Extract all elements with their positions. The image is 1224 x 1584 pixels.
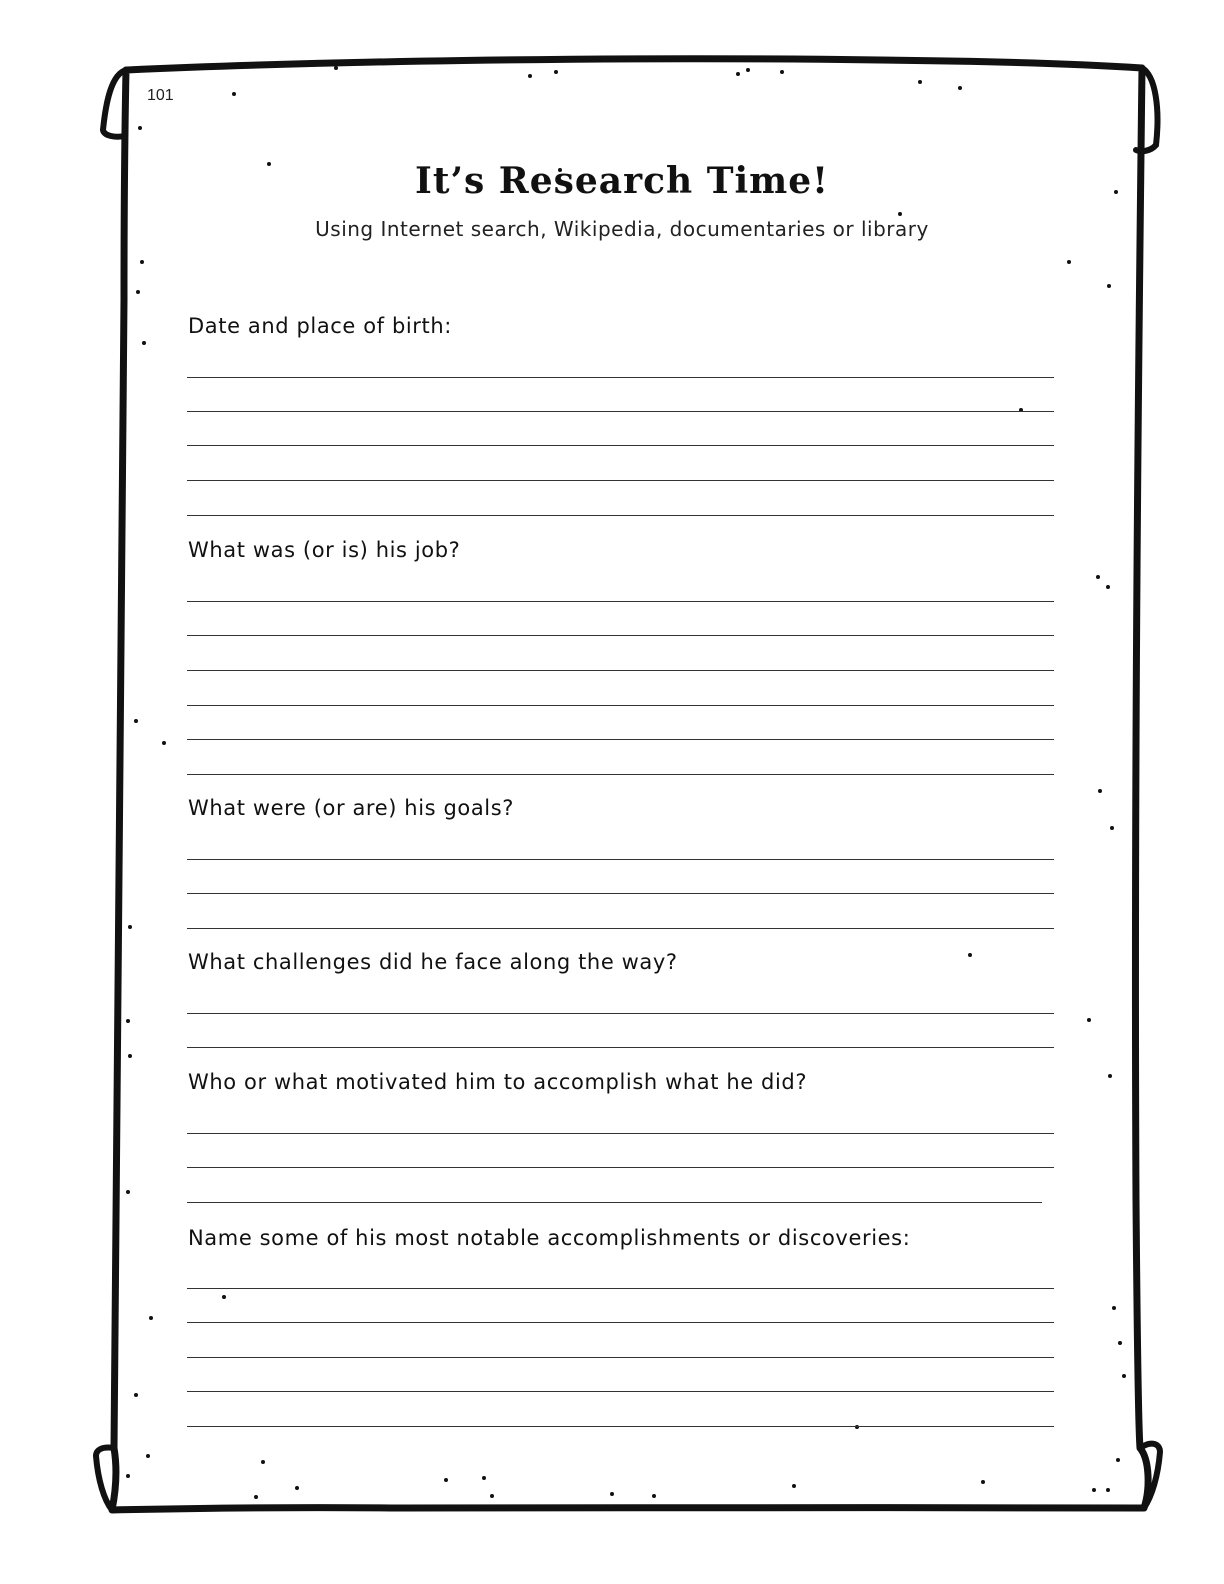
answer-line[interactable] [187, 1288, 1054, 1289]
answer-line[interactable] [187, 1322, 1054, 1323]
answer-line[interactable] [187, 1202, 1042, 1203]
answer-line[interactable] [187, 1013, 1054, 1014]
question-goals-label: What were (or are) his goals? [188, 796, 515, 820]
question-challenges-label: What challenges did he face along the way? [188, 950, 678, 974]
question-job-label: What was (or is) his job? [188, 538, 461, 562]
answer-line[interactable] [187, 893, 1054, 894]
frame-border [112, 59, 1148, 1510]
question-birth-label: Date and place of birth: [188, 314, 452, 338]
answer-line[interactable] [187, 1047, 1054, 1048]
answer-line[interactable] [187, 601, 1054, 602]
answer-line[interactable] [187, 859, 1054, 860]
answer-line[interactable] [187, 739, 1054, 740]
question-motivation-label: Who or what motivated him to accomplish what he did? [188, 1070, 808, 1094]
answer-line[interactable] [187, 670, 1054, 671]
page-number: 101 [147, 87, 174, 104]
page-subtitle: Using Internet search, Wikipedia, documentaries or library [315, 217, 929, 241]
page-title: It’s Research Time! [415, 160, 829, 202]
answer-line[interactable] [187, 377, 1054, 378]
answer-line[interactable] [187, 480, 1054, 481]
answer-line[interactable] [187, 1426, 1054, 1427]
answer-line[interactable] [187, 1357, 1054, 1358]
answer-line[interactable] [187, 1133, 1054, 1134]
speckle-dots [126, 66, 1126, 1499]
answer-line[interactable] [187, 411, 1054, 412]
answer-line[interactable] [187, 515, 1054, 516]
answer-line[interactable] [187, 635, 1054, 636]
question-accomplishments-label: Name some of his most notable accomplishments or discoveries: [188, 1226, 911, 1250]
answer-line[interactable] [187, 1167, 1054, 1168]
answer-line[interactable] [187, 445, 1054, 446]
answer-line[interactable] [187, 774, 1054, 775]
answer-line[interactable] [187, 928, 1054, 929]
answer-line[interactable] [187, 1391, 1054, 1392]
answer-line[interactable] [187, 705, 1054, 706]
